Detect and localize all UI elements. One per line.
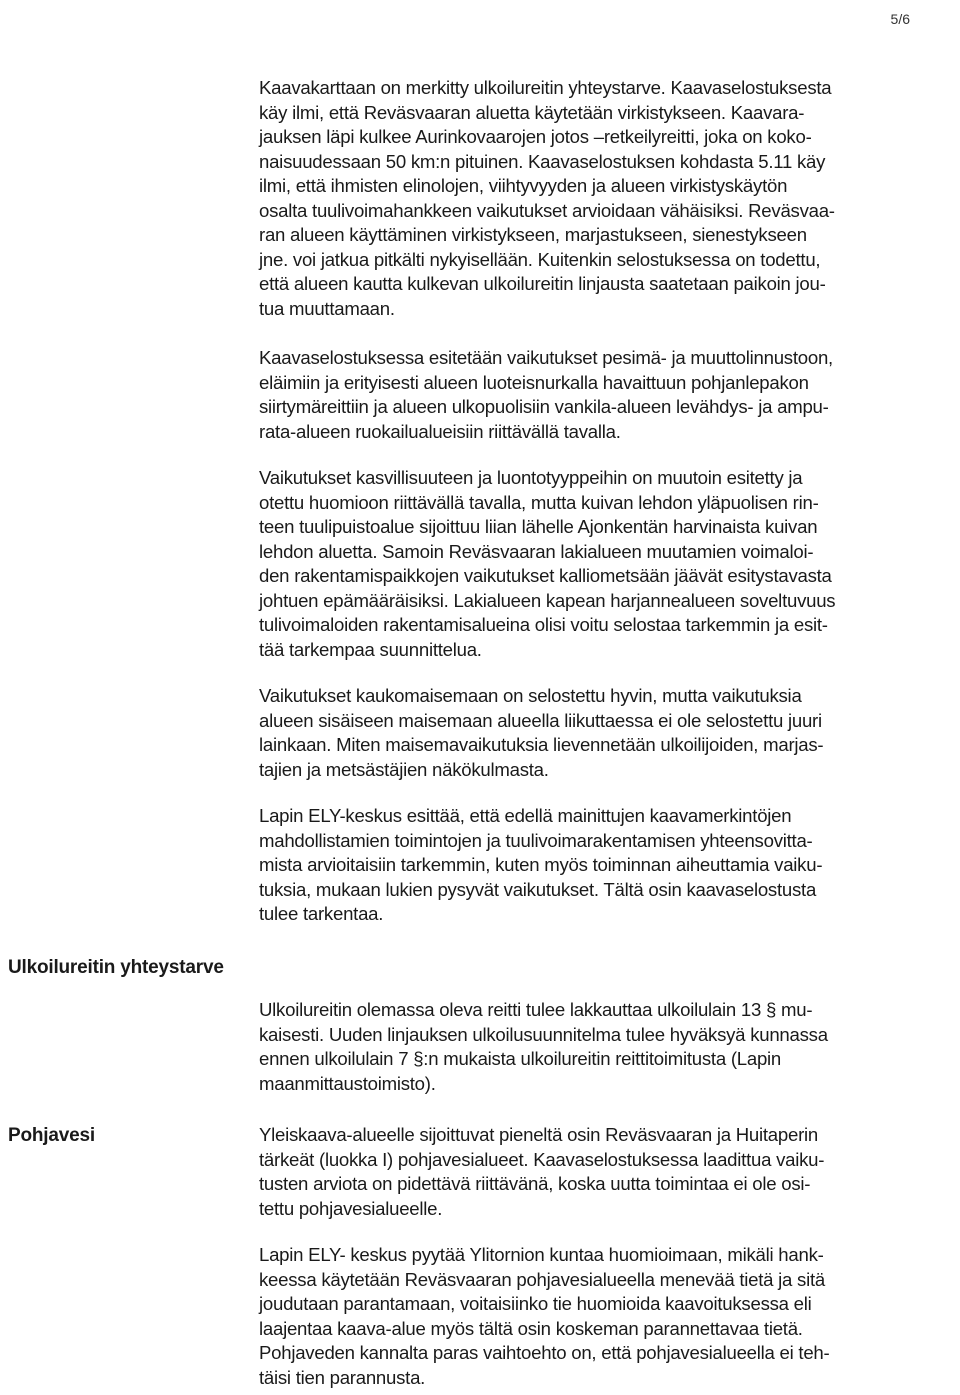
text-line: Kaavakarttaan on merkitty ulkoilureitin yhteystarve. Kaavaselostuksesta bbox=[259, 77, 832, 98]
text-line: otettu huomioon riittävällä tavalla, mutta kuivan lehdon yläpuolisen rin- bbox=[259, 491, 819, 513]
text-line: Kaavaselostuksessa esitetään vaikutukset pesimä- ja muuttolinnustoon, bbox=[259, 347, 833, 368]
page-number: 5/6 bbox=[890, 11, 910, 27]
paragraph-road-improvement bbox=[259, 1243, 939, 1390]
text-line: lehdon aluetta. Samoin Reväsvaaran lakialueen muutamien voimaloi- bbox=[259, 540, 814, 562]
paragraph-groundwater-areas bbox=[259, 1123, 939, 1221]
text-line: jauksen läpi kulkee Aurinkovaarojen jotos –retkeilyreitti, joka on koko- bbox=[259, 126, 812, 147]
text-line: Yleiskaava-alueelle sijoittuvat pieneltä osin Reväsvaaran ja Huitaperin bbox=[259, 1124, 818, 1145]
text-line: osalta tuulivoimahankkeen vaikutukset arvioidaan vähäisiksi. Reväsvaa- bbox=[259, 199, 835, 221]
text-line: johtuen epämääräisiksi. Lakialueen kapean harjannealueen soveltuvuus bbox=[259, 589, 836, 611]
text-line: Pohjaveden kannalta paras vaihtoehto on, että pohjavesialueella ei teh- bbox=[259, 1342, 830, 1363]
text-line: tuksia, mukaan lukien pysyvät vaikutukset. Tältä osin kaavaselostusta bbox=[259, 878, 817, 900]
text-line: maanmittaustoimisto). bbox=[259, 1072, 436, 1094]
side-heading-outdoor-route: Ulkoilureitin yhteystarve bbox=[8, 957, 224, 978]
text-line: ran alueen käyttäminen virkistykseen, marjastukseen, sienestykseen bbox=[259, 224, 807, 245]
text-line: ilmi, että ihmisten elinolojen, viihtyvyyden ja alueen virkistyskäytön bbox=[259, 175, 788, 196]
text-line: Lapin ELY-keskus esittää, että edellä mainittujen kaavamerkintöjen bbox=[259, 805, 792, 826]
text-line: keessa käytetään Reväsvaaran pohjavesialueella menevää tietä ja sitä bbox=[259, 1268, 825, 1290]
text-line: tää tarkempaa suunnittelua. bbox=[259, 638, 482, 660]
text-line: että alueen kautta kulkevan ulkoilureitin linjausta saatetaan paikoin jou- bbox=[259, 273, 826, 294]
text-line: täisi tien parannusta. bbox=[259, 1366, 426, 1388]
text-line: käy ilmi, että Reväsvaaran aluetta käytetään virkistykseen. Kaavara- bbox=[259, 101, 805, 123]
text-line: ennen ulkoilulain 7 §:n mukaista ulkoilureitin reittitoimitusta (Lapin bbox=[259, 1048, 782, 1069]
paragraph-outdoor-route-intro bbox=[259, 76, 939, 321]
text-line: tajien ja metsästäjien näkökulmasta. bbox=[259, 758, 549, 780]
text-line: joudutaan parantamaan, voitaisiinko tie huomioida kaavoituksessa eli bbox=[259, 1293, 812, 1314]
paragraph-landscape bbox=[259, 684, 939, 782]
text-line: alueen sisäiseen maisemaan alueella liikuttaessa ei ole selostettu juuri bbox=[259, 709, 822, 731]
text-line: rata-alueen ruokailualueisiin riittävällä tavalla. bbox=[259, 420, 621, 442]
text-line: tua muuttamaan. bbox=[259, 297, 395, 319]
paragraph-birds-and-animals bbox=[259, 346, 939, 444]
text-line: eläimiin ja erityisesti alueen luoteisnurkalla havaittuun pohjanlepakon bbox=[259, 371, 809, 393]
text-line: Ulkoilureitin olemassa oleva reitti tulee lakkauttaa ulkoilulain 13 § mu- bbox=[259, 999, 813, 1020]
text-line: tusten arviota on pidettävä riittävänä, koska uutta toimintaa ei ole osi- bbox=[259, 1173, 811, 1194]
text-line: laajentaa kaava-alue myös tältä osin koskeman parannettavaa tietä. bbox=[259, 1317, 803, 1339]
side-heading-groundwater: Pohjavesi bbox=[8, 1125, 95, 1146]
text-line: naisuudessaan 50 km:n pituinen. Kaavaselostuksen kohdasta 5.11 käy bbox=[259, 150, 826, 172]
paragraph-vegetation bbox=[259, 466, 939, 662]
text-line: kaisesti. Uuden linjauksen ulkoilusuunnitelma tulee hyväksyä kunnassa bbox=[259, 1023, 828, 1045]
paragraph-ely-request bbox=[259, 804, 939, 927]
text-line: lainkaan. Miten maisemavaikutuksia lievennetään ulkoilijoiden, marjas- bbox=[259, 734, 824, 755]
text-line: teen tuulipuistoalue sijoittuu liian lähelle Ajonkentän harvinaista kuivan bbox=[259, 516, 818, 537]
text-line: mista arvioitaisiin tarkemmin, kuten myös toiminnan aiheuttamia vaiku- bbox=[259, 854, 823, 875]
text-line: siirtymäreittiin ja alueen ulkopuolisiin vankila-alueen levähdys- ja ampu- bbox=[259, 396, 829, 417]
text-line: tärkeät (luokka I) pohjavesialueet. Kaavaselostuksessa laadittua vaiku- bbox=[259, 1148, 825, 1170]
text-line: Vaikutukset kaukomaisemaan on selostettu hyvin, mutta vaikutuksia bbox=[259, 685, 802, 706]
text-line: tulivoimaloiden rakentamisalueina olisi voitu selostaa tarkemmin ja esit- bbox=[259, 614, 828, 635]
text-line: mahdollistamien toimintojen ja tuulivoimarakentamisen yhteensovitta- bbox=[259, 829, 813, 851]
text-line: jne. voi jatkua pitkälti nykyisellään. Kuitenkin selostuksessa on todettu, bbox=[259, 248, 821, 270]
text-line: den rakentamispaikkojen vaikutukset kalliometsään jäävät esitystavasta bbox=[259, 565, 832, 586]
text-line: tettu pohjavesialueelle. bbox=[259, 1197, 443, 1219]
text-line: tulee tarkentaa. bbox=[259, 903, 384, 924]
paragraph-route-termination bbox=[259, 998, 939, 1096]
text-line: Lapin ELY- keskus pyytää Ylitornion kuntaa huomioimaan, mikäli hank- bbox=[259, 1244, 824, 1265]
text-line: Vaikutukset kasvillisuuteen ja luontotyyppeihin on muutoin esitetty ja bbox=[259, 467, 803, 488]
